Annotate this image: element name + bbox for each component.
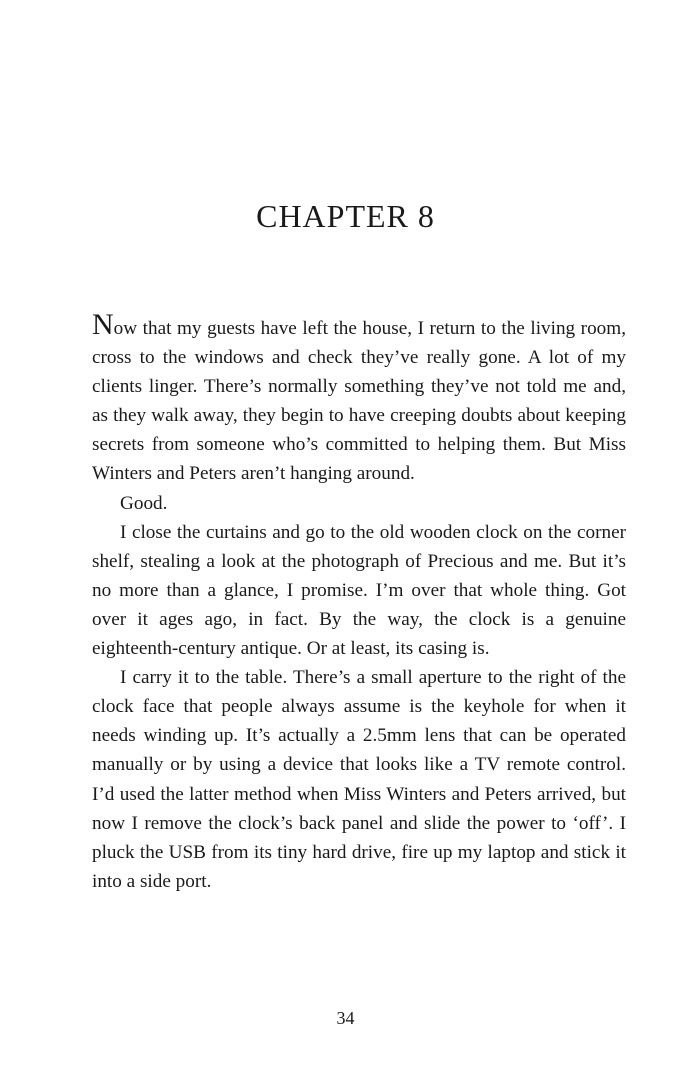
chapter-title: CHAPTER 8 — [256, 198, 435, 234]
paragraph-2: Good. — [120, 492, 168, 514]
paragraph-1-text: ow that my guests have left the house, I return to the living room, cross to the windows and check they’ve really gone. A lot of my clients linger. There’s normally something they’ve not told me and, as they walk away, they begin to have creeping doubts about keeping secrets from someone who’s committed to helping them. But Miss Winters and Peters aren’t hanging around. — [92, 318, 626, 485]
paragraph-3: I close the curtains and go to the old wooden clock on the corner shelf, stealing a look at the photograph of Precious and me. But it’s no more than a glance, I promise. I’m over that whole thing. Got over it ages ago, in fact. By the way, the clock is a genuine eighteenth-century antique. Or at least, its casing is. — [92, 521, 626, 660]
page-number: 34 — [336, 1008, 355, 1028]
paragraph-4: I carry it to the table. There’s a small aperture to the right of the clock face that people always assume is the keyhole for when it needs winding up. It’s actually a 2.5mm lens that can be operated manually or by using a device that looks like a TV remote control. I’d used the latter method when Miss Winters and Peters arrived, but now I remove the clock’s back panel and slide the power to ‘off’. I pluck the USB from its tiny hard drive, fire up my laptop and stick it into a side port. — [92, 667, 626, 892]
paragraph-1 — [92, 310, 626, 489]
drop-cap: N — [92, 308, 114, 341]
chapter-body — [92, 310, 626, 896]
